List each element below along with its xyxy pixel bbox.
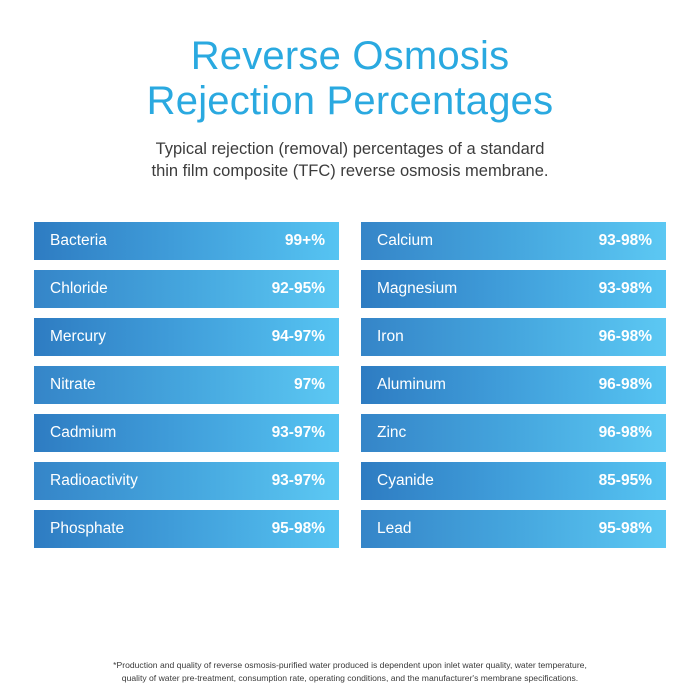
subtitle-line-1: Typical rejection (removal) percentages of a standard xyxy=(155,139,545,158)
page-subtitle xyxy=(34,138,666,184)
bar-row xyxy=(361,366,666,404)
bar-label: Iron xyxy=(377,327,404,345)
bar-row xyxy=(34,270,339,308)
bar-row xyxy=(34,366,339,404)
bar-label: Calcium xyxy=(377,231,433,249)
bar-value: 96-98% xyxy=(598,423,652,441)
subtitle-line-2: thin film composite (TFC) reverse osmosis membrane. xyxy=(151,162,549,181)
bar-value: 97% xyxy=(293,375,325,393)
bar-label: Chloride xyxy=(50,279,108,297)
bar-value: 94-97% xyxy=(271,327,325,345)
bar-label: Cyanide xyxy=(377,471,434,489)
bar-value: 93-97% xyxy=(271,471,325,489)
bar-value: 93-98% xyxy=(598,231,652,249)
bar-label: Cadmium xyxy=(50,423,117,441)
title-line-2: Rejection Percentages xyxy=(146,78,554,123)
bar-value: 99+% xyxy=(284,231,325,249)
bar-label: Zinc xyxy=(377,423,407,441)
bar-row xyxy=(34,510,339,548)
footnote-line-2: quality of water pre-treatment, consumption rate, operating conditions, and the manufacturer's membrane specifications. xyxy=(121,672,579,683)
bar-label: Radioactivity xyxy=(50,471,138,489)
bar-value: 96-98% xyxy=(598,327,652,345)
bar-value: 95-98% xyxy=(598,519,652,537)
footnote-line-1: *Production and quality of reverse osmosis-purified water produced is dependent upon inlet water quality, water temperature, xyxy=(113,660,587,671)
bar-value: 96-98% xyxy=(598,375,652,393)
bar-row xyxy=(34,462,339,500)
bar-row xyxy=(361,318,666,356)
bar-row xyxy=(361,510,666,548)
bar-value: 93-98% xyxy=(598,279,652,297)
bar-row xyxy=(361,270,666,308)
bar-row xyxy=(361,462,666,500)
footnote xyxy=(34,659,666,690)
title-line-1: Reverse Osmosis xyxy=(190,34,510,78)
bar-row xyxy=(361,414,666,452)
bar-value: 92-95% xyxy=(271,279,325,297)
bar-label: Aluminum xyxy=(377,375,446,393)
bar-row xyxy=(34,222,339,260)
bar-label: Phosphate xyxy=(50,519,125,537)
page-title xyxy=(34,34,666,124)
bar-value: 85-95% xyxy=(598,471,652,489)
bar-row xyxy=(361,222,666,260)
bar-label: Mercury xyxy=(50,327,106,345)
bar-value: 95-98% xyxy=(271,519,325,537)
rejection-bar-grid xyxy=(34,222,666,548)
bar-row xyxy=(34,414,339,452)
bar-label: Nitrate xyxy=(50,375,96,393)
bar-label: Lead xyxy=(377,519,412,537)
bar-row xyxy=(34,318,339,356)
bar-label: Magnesium xyxy=(377,279,458,297)
bar-label: Bacteria xyxy=(50,231,107,249)
bar-value: 93-97% xyxy=(271,423,325,441)
